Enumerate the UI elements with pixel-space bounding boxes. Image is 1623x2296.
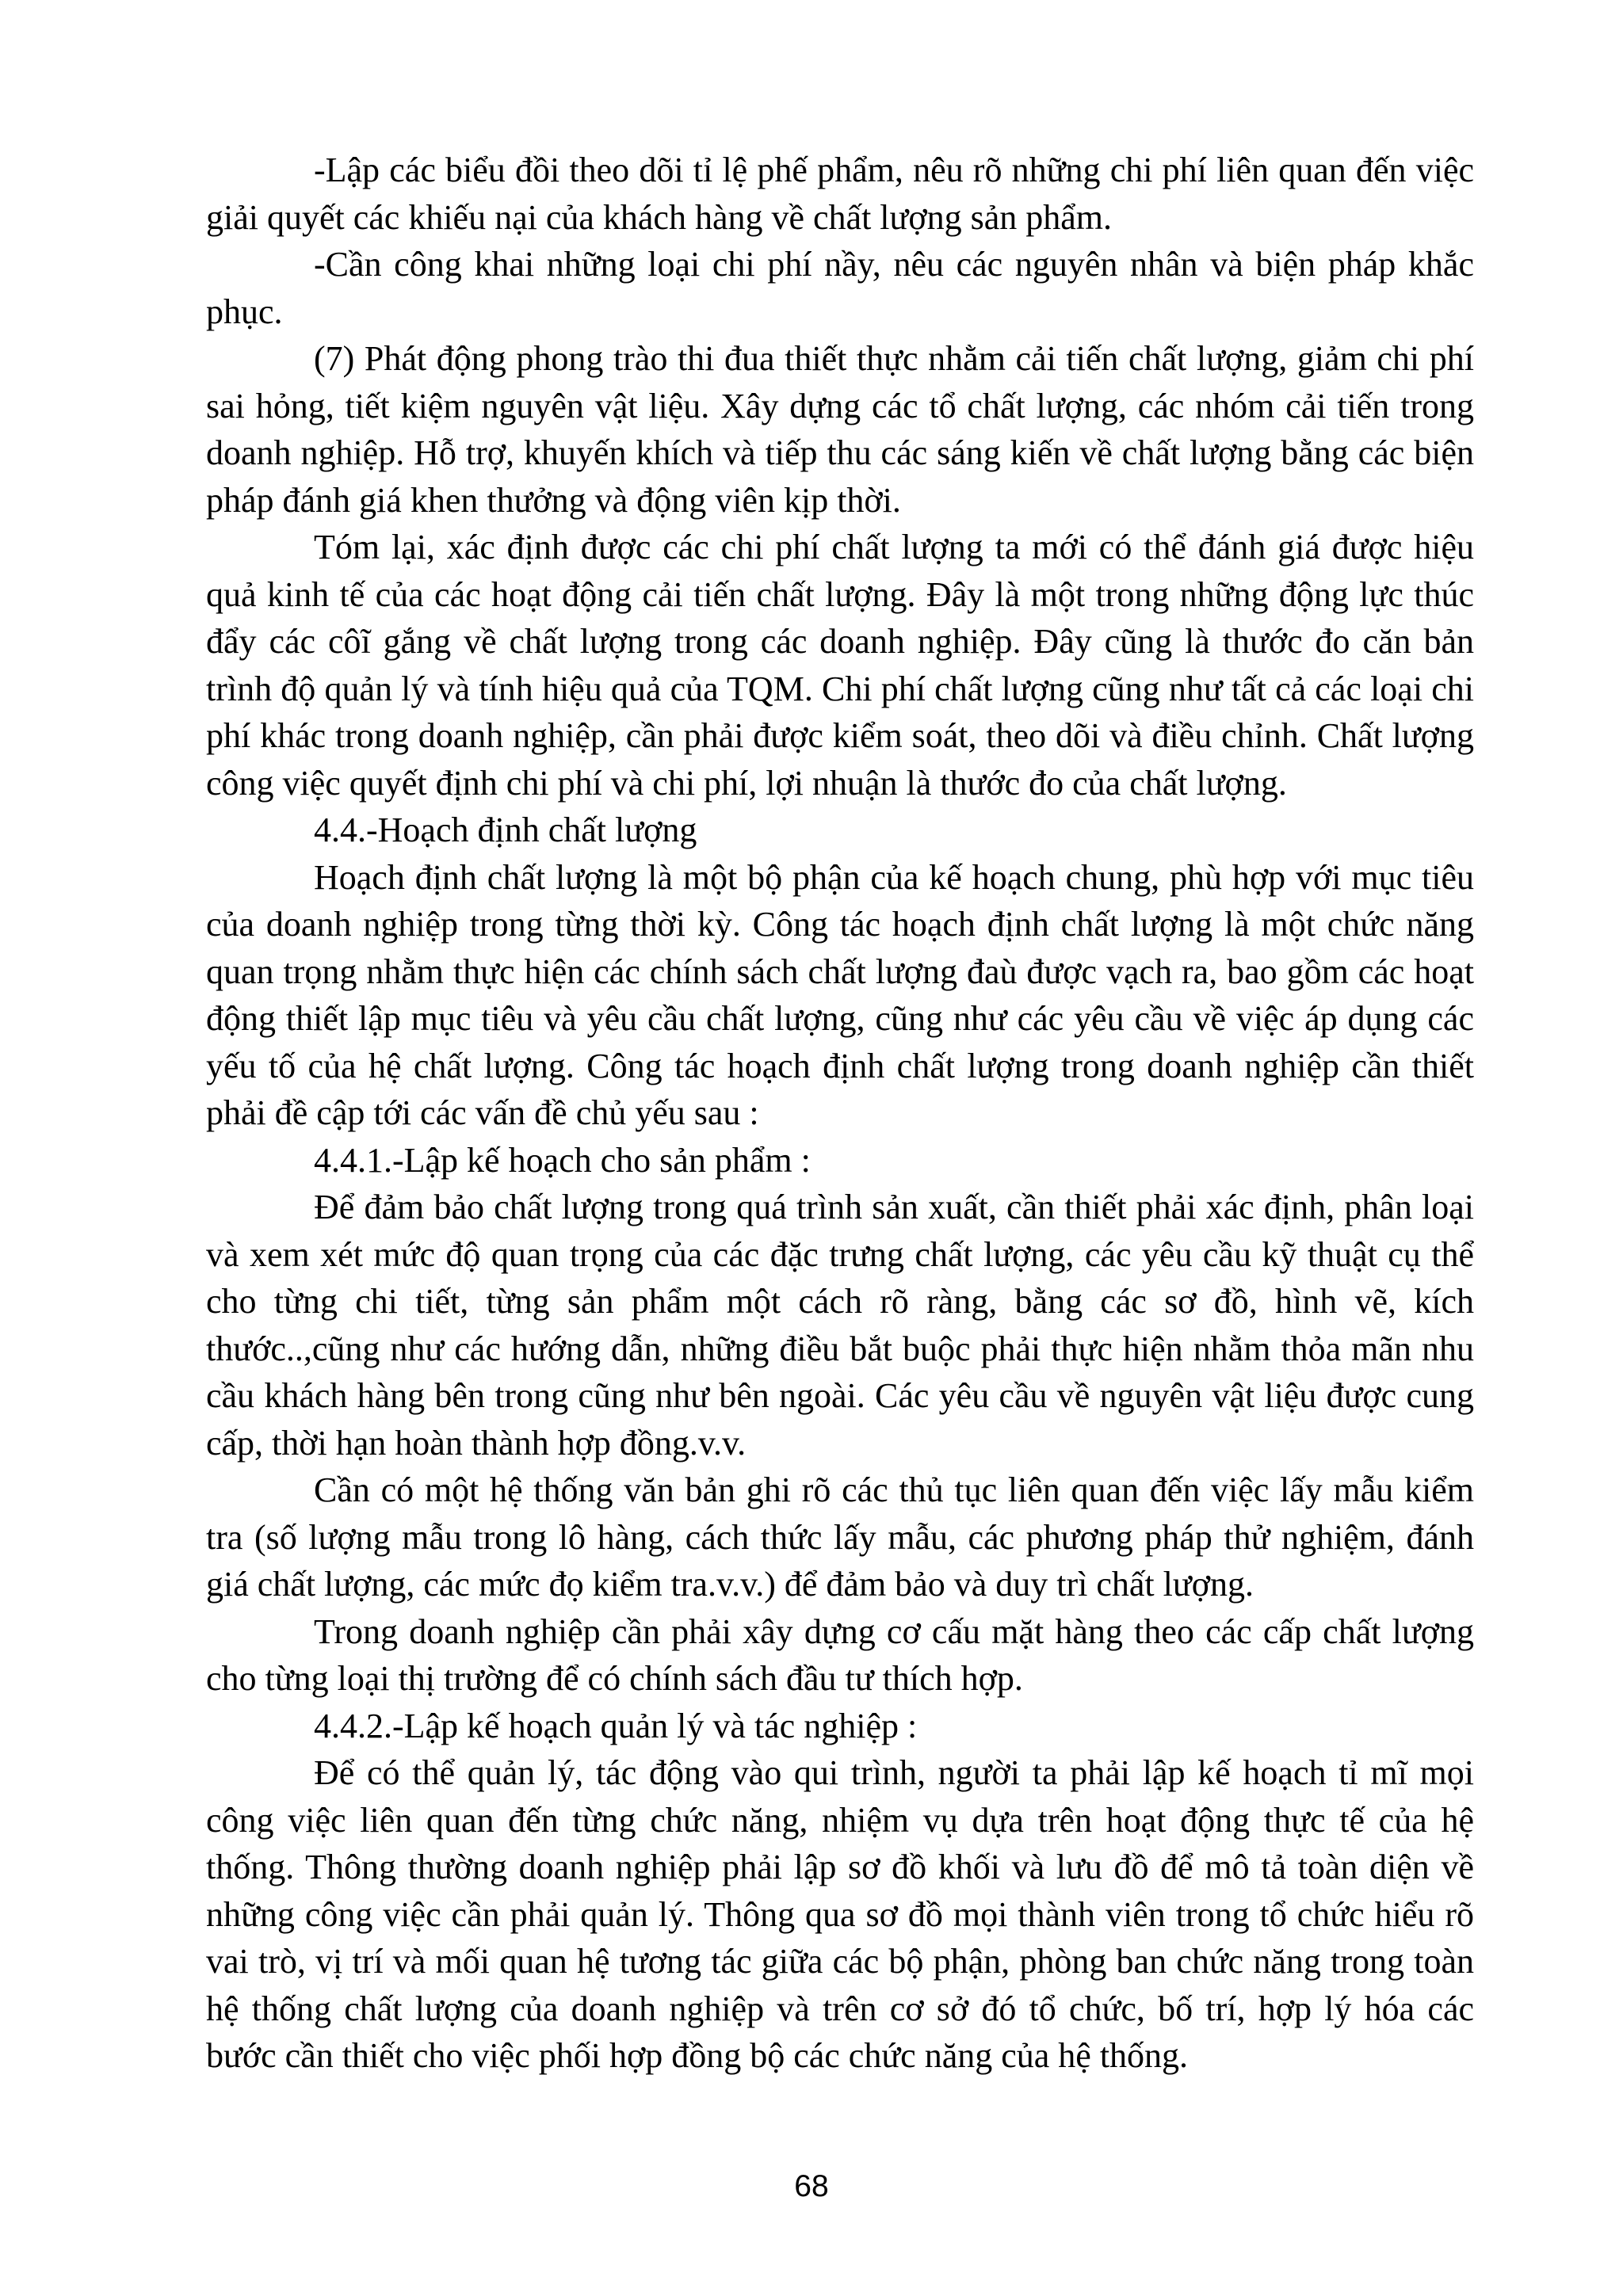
paragraph-product-structure: Trong doanh nghiệp cần phải xây dựng cơ cấu mặt hàng theo các cấp chất lượng cho từng loại thị trường để có chính sách đầu tư thích hợp. [206, 1611, 1474, 1698]
paragraph-summary-quality-costs: Tóm lại, xác định được các chi phí chất lượng ta mới có thể đánh giá được hiệu quả kinh tế của các hoạt động cải tiến chất lượng. Đây là một trong những động lực thúc đẩy các côĩ gắng về chất lượng trong các doanh nghiệp. Đây cũng là thước đo căn bản trình độ quản lý và tính hiệu quả của TQM. Chi phí chất lượng cũng như tất cả các loại chi phí khác trong doanh nghiệp, cần phải được kiểm soát, theo dõi và điều chỉnh. Chất lượng công việc quyết định chi phí và chi phí, lợi nhuận là thước đo của chất lượng. [206, 528, 1474, 803]
heading-4-4-2-management-planning: 4.4.2.-Lập kế hoạch quản lý và tác nghiệp : [314, 1706, 918, 1745]
heading-4-4-quality-planning: 4.4.-Hoạch định chất lượng [314, 810, 697, 849]
paragraph-process-management: Để có thể quản lý, tác động vào qui trình, người ta phải lập kế hoạch tỉ mĩ mọi công việc liên quan đến từng chức năng, nhiệm vụ dựa trên hoạt động thực tế của hệ thống. Thông thường doanh nghiệp phải lập sơ đồ khối và lưu đồ để mô tả toàn diện về những công việc cần phải quản lý. Thông qua sơ đồ mọi thành viên trong tổ chức hiểu rõ vai trò, vị trí và mối quan hệ tương tác giữa các bộ phận, phòng ban chức năng trong toàn hệ thống chất lượng của doanh nghiệp và trên cơ sở đó tổ chức, bố trí, hợp lý hóa các bước cần thiết cho việc phối hợp đồng bộ các chức năng của hệ thống. [206, 1753, 1474, 2075]
paragraph-item-7-emulation: (7) Phát động phong trào thi đua thiết thực nhằm cải tiến chất lượng, giảm chi phí sai hỏng, tiết kiệm nguyên vật liệu. Xây dựng các tổ chất lượng, các nhóm cải tiến trong doanh nghiệp. Hỗ trợ, khuyến khích và tiếp thu các sáng kiến về chất lượng bằng các biện pháp đánh giá khen thưởng và động viên kịp thời. [206, 339, 1474, 520]
paragraph-scrap-rate-charts: -Lập các biểu đồi theo dõi tỉ lệ phế phẩm, nêu rõ những chi phí liên quan đến việc giải quyết các khiếu nại của khách hàng về chất lượng sản phẩm. [206, 151, 1474, 237]
page-body [206, 147, 1474, 2080]
page-number: 68 [794, 2169, 829, 2203]
paragraph-sampling-procedures: Cần có một hệ thống văn bản ghi rõ các thủ tục liên quan đến việc lấy mẫu kiểm tra (số lượng mẫu trong lô hàng, cách thức lấy mẫu, các phương pháp thử nghiệm, đánh giá chất lượng, các mức đọ kiểm tra.v.v.) để đảm bảo và duy trì chất lượng. [206, 1470, 1474, 1604]
heading-4-4-1-product-planning: 4.4.1.-Lập kế hoạch cho sản phẩm : [314, 1140, 811, 1180]
paragraph-publicize-costs: -Cần công khai những loại chi phí nầy, nêu các nguyên nhân và biện pháp khắc phục. [206, 245, 1474, 331]
paragraph-ensure-quality-production: Để đảm bảo chất lượng trong quá trình sản xuất, cần thiết phải xác định, phân loại và xem xét mức độ quan trọng của các đặc trưng chất lượng, các yêu cầu kỹ thuật cụ thể cho từng chi tiết, từng sản phẩm một cách rõ ràng, bằng các sơ đồ, hình vẽ, kích thước..,cũng như các hướng dẫn, những điều bắt buộc phải thực hiện nhằm thỏa mãn nhu cầu khách hàng bên trong cũng như bên ngoài. Các yêu cầu về nguyên vật liệu được cung cấp, thời hạn hoàn thành hợp đồng.v.v. [206, 1188, 1474, 1463]
paragraph-quality-planning-definition: Hoạch định chất lượng là một bộ phận của kế hoạch chung, phù hợp với mục tiêu của doanh nghiệp trong từng thời kỳ. Công tác hoạch định chất lượng là một chức năng quan trọng nhằm thực hiện các chính sách chất lượng đaù được vạch ra, bao gồm các hoạt động thiết lập mục tiêu và yêu cầu chất lượng, cũng như các yêu cầu về việc áp dụng các yếu tố của hệ chất lượng. Công tác hoạch định chất lượng trong doanh nghiệp cần thiết phải đề cập tới các vấn đề chủ yếu sau : [206, 857, 1474, 1132]
